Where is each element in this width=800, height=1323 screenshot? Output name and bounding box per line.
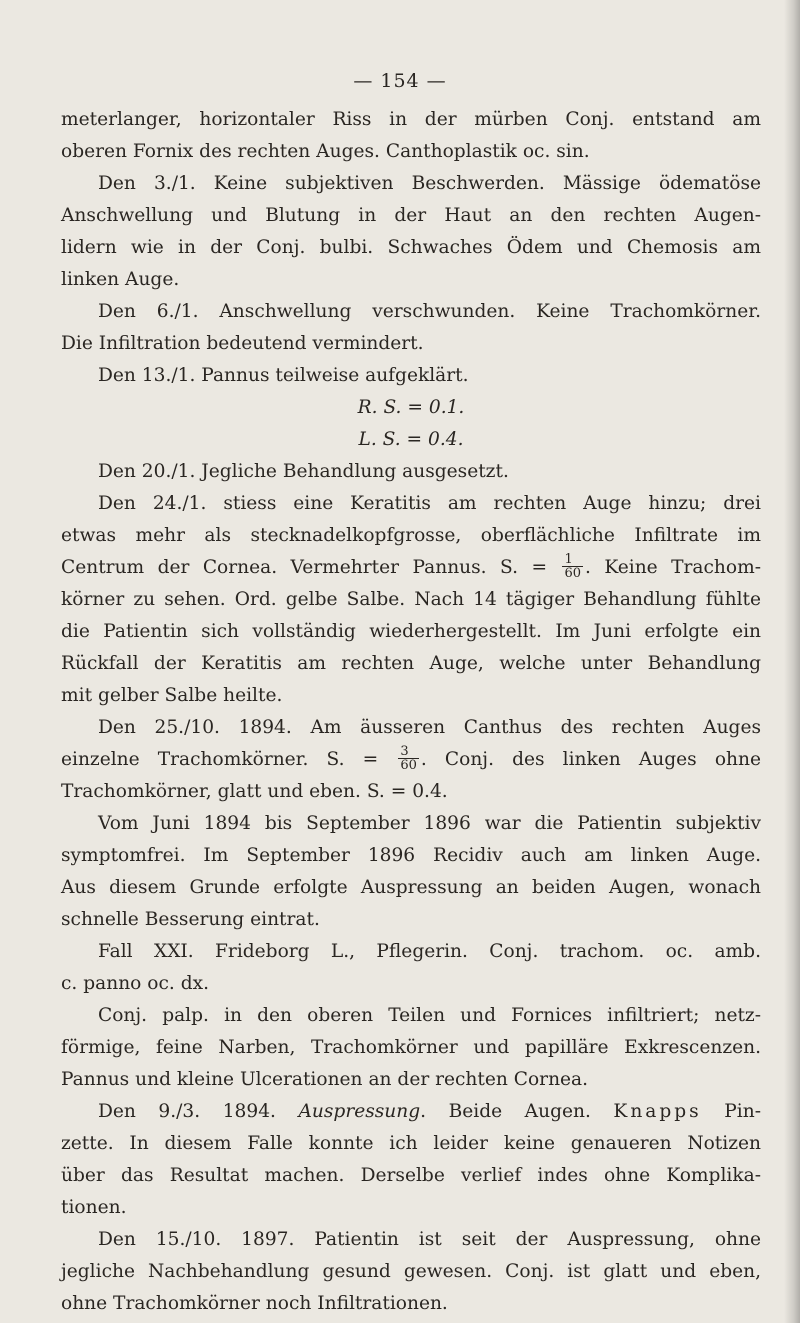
text-line: lidern wie in der Conj. bulbi. Schwaches Ödem und Chemosis am	[61, 237, 761, 258]
auspressung-line-after: Pin-	[701, 1101, 761, 1122]
text-line: linken Auge.	[61, 269, 180, 290]
fraction-line	[61, 552, 761, 584]
text-line: schnelle Besserung eintrat.	[61, 909, 320, 930]
fraction-line-after: . Keine Trachom-	[585, 557, 761, 578]
fraction	[562, 553, 583, 580]
text-line: ohne Trachomkörner noch Infiltrationen.	[61, 1293, 448, 1314]
fraction-line-before: Centrum der Cornea. Vermehrter Pannus. S. =	[61, 557, 561, 578]
text-line: symptomfrei. Im September 1896 Recidiv auch am linken Auge.	[61, 845, 761, 866]
text-line: Den 15./10. 1897. Patientin ist seit der Auspressung, ohne	[98, 1229, 761, 1250]
text-line: tionen.	[61, 1197, 127, 1218]
page-number: — 154 —	[353, 70, 447, 92]
text-line: Die Infiltration bedeutend vermindert.	[61, 333, 424, 354]
fraction-line-after: . Conj. des linken Auges ohne	[420, 749, 761, 770]
author-name-spaced: Knapps	[613, 1101, 702, 1122]
visus-left: L. S. = 0.4.	[358, 429, 464, 450]
text-line: über das Resultat machen. Derselbe verlief indes ohne Komplika-	[61, 1165, 761, 1186]
text-line: Pannus und kleine Ulcerationen an der rechten Cornea.	[61, 1069, 589, 1090]
text-line: Den 6./1. Anschwellung verschwunden. Keine Trachomkörner.	[98, 301, 761, 322]
text-line: Vom Juni 1894 bis September 1896 war die Patientin subjektiv	[98, 813, 761, 834]
text-line: Anschwellung und Blutung in der Haut an den rechten Augen-	[61, 205, 761, 226]
body-text	[61, 104, 761, 1320]
text-line: zette. In diesem Falle konnte ich leider keine genaueren Notizen	[61, 1133, 761, 1154]
text-line: c. panno oc. dx.	[61, 973, 210, 994]
fraction-numerator: 3	[398, 745, 419, 759]
text-line: förmige, feine Narben, Trachomkörner und papilläre Exkrescenzen.	[61, 1037, 761, 1058]
auspressung-line-middle: . Beide Augen.	[420, 1101, 614, 1122]
fraction-numerator: 1	[562, 553, 583, 567]
text-line: Den 3./1. Keine subjektiven Beschwerden. Mässige ödematöse	[98, 173, 761, 194]
text-line: Den 24./1. stiess eine Keratitis am rechten Auge hinzu; drei	[98, 493, 761, 514]
text-line: Den 25./10. 1894. Am äusseren Canthus des rechten Auges	[98, 717, 761, 738]
text-line: meterlanger, horizontaler Riss in der mürben Conj. entstand am	[61, 109, 761, 130]
text-line: Aus diesem Grunde erfolgte Auspressung an beiden Augen, wonach	[61, 877, 761, 898]
fraction-line	[61, 744, 761, 776]
auspressung-line	[61, 1096, 761, 1128]
text-line: körner zu sehen. Ord. gelbe Salbe. Nach 14 tägiger Behandlung fühlte	[61, 589, 761, 610]
auspressung-line-before: Den 9./3. 1894.	[98, 1101, 299, 1122]
fraction-line-before: einzelne Trachomkörner. S. =	[61, 749, 397, 770]
fraction	[398, 745, 419, 772]
text-line: Rückfall der Keratitis am rechten Auge, welche unter Behandlung	[61, 653, 761, 674]
visus-right: R. S. = 0.1.	[357, 397, 465, 418]
fraction-denominator: 60	[400, 757, 417, 773]
page-edge-shadow	[784, 0, 800, 1323]
text-line: die Patientin sich vollständig wiederhergestellt. Im Juni erfolgte ein	[61, 621, 761, 642]
text-line: oberen Fornix des rechten Auges. Canthoplastik oc. sin.	[61, 141, 590, 162]
text-line: mit gelber Salbe heilte.	[61, 685, 283, 706]
text-line: etwas mehr als stecknadelkopfgrosse, oberflächliche Infiltrate im	[61, 525, 761, 546]
fraction-denominator: 60	[564, 565, 582, 581]
text-line: jegliche Nachbehandlung gesund gewesen. Conj. ist glatt und eben,	[61, 1261, 761, 1282]
text-line: Conj. palp. in den oberen Teilen und Fornices infiltriert; netz-	[98, 1005, 761, 1026]
case-heading-line: Fall XXI. Frideborg L., Pflegerin. Conj. trachom. oc. amb.	[98, 941, 761, 962]
text-line: Trachomkörner, glatt und eben. S. = 0.4.	[61, 781, 448, 802]
auspressung-italic: Auspressung	[298, 1101, 421, 1122]
text-line: Den 20./1. Jegliche Behandlung ausgesetzt.	[98, 461, 509, 482]
text-line: Den 13./1. Pannus teilweise aufgeklärt.	[98, 365, 469, 386]
